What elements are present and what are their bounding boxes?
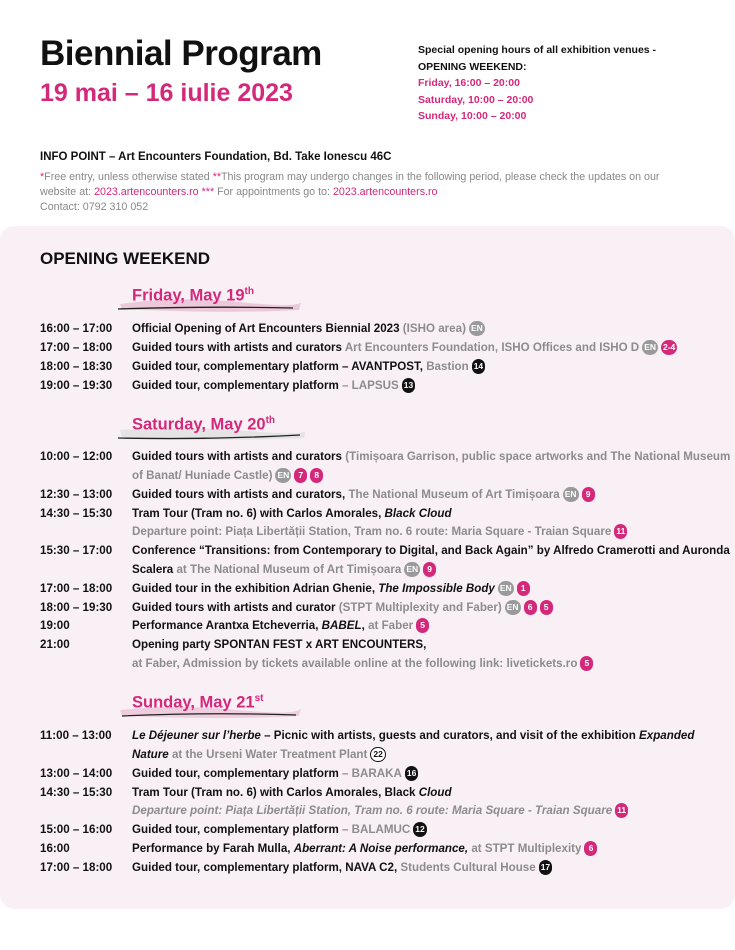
venue-number-badge: 7 — [294, 468, 307, 483]
event-time: 17:00 – 18:00 — [40, 861, 113, 874]
venue-number-badge: 13 — [402, 378, 415, 393]
language-badge: EN — [642, 340, 658, 355]
appointments-link[interactable]: 2023.artencounters.ro — [332, 186, 438, 198]
event-description — [132, 376, 732, 395]
event-description — [132, 783, 732, 802]
event-time: 12:30 – 13:00 — [40, 488, 113, 501]
venue-number-badge: 16 — [405, 766, 418, 781]
event-time: 16:00 — [40, 842, 70, 855]
event-text: – BALAMUC — [342, 823, 411, 836]
venue-number-badge: 5 — [540, 600, 553, 615]
event-text: (STPT Multiplexity and Faber) — [338, 601, 502, 614]
venue-number-badge: 6 — [584, 841, 597, 856]
event-text: Expanded Nature — [132, 729, 695, 761]
event-description — [132, 522, 732, 541]
sunday-hours: Sunday, 10:00 – 20:00 — [418, 110, 527, 122]
event-text: Guided tour, complementary platform — [132, 379, 343, 392]
event-time: 14:30 – 15:30 — [40, 507, 113, 520]
event-description — [132, 447, 732, 485]
event-text: at Faber — [368, 619, 414, 632]
section-title: OPENING WEEKEND — [40, 249, 211, 268]
event-text: Guided tours with artists and curators — [132, 341, 345, 354]
event-time: 17:00 – 18:00 — [40, 341, 113, 354]
event-description — [132, 579, 732, 598]
event-description — [132, 764, 732, 783]
event-time: 14:30 – 15:30 — [40, 786, 113, 799]
venue-number-badge: 6 — [524, 600, 537, 615]
opening-weekend-label: OPENING WEEKEND: — [418, 60, 527, 73]
venue-number-badge: 17 — [539, 860, 552, 875]
event-text: – Picnic with artists, guests and curators, and visit of the exhibition — [260, 729, 640, 742]
program-title: Biennial Program — [40, 34, 322, 73]
event-text: BABEL — [321, 619, 362, 632]
event-time: 10:00 – 12:00 — [40, 450, 113, 463]
event-time: 18:00 – 18:30 — [40, 360, 113, 373]
event-text: (Timișoara Garrison, public space artworks and The National Museum of Banat/ Huniade Castle) — [132, 450, 731, 482]
event-text: – LAPSUS — [342, 379, 399, 392]
contact-phone: Contact: 0792 310 052 — [40, 201, 149, 213]
opening-hours-title: Special opening hours of all exhibition venues - — [418, 44, 657, 56]
event-text: Guided tour, complementary platform — [132, 823, 343, 836]
event-text: Art Encounters Foundation, ISHO Offices and ISHO D — [344, 341, 640, 354]
program-dates: 19 mai – 16 iulie 2023 — [40, 79, 293, 107]
event-text: Guided tours with artists and curators — [132, 450, 346, 463]
event-text: Black Cloud — [384, 507, 452, 520]
event-text: Tram Tour (Tram no. 6) with Carlos Amorales, Black — [132, 786, 419, 799]
venue-number-badge: 8 — [310, 468, 323, 483]
day-heading-saturday: Saturday, May 20th — [132, 415, 276, 434]
note-appointments: For appointments go to: — [214, 186, 333, 198]
event-text: Opening party SPONTAN FEST x ART ENCOUNTERS, — [132, 638, 427, 651]
event-text: Performance Arantxa Etcheverria, — [132, 619, 322, 632]
venue-number-badge: 1 — [517, 581, 530, 596]
event-text: Conference “Transitions: from Contemporary to Digital, and Back Again” by Alfredo Cramerotti and Auronda Scalera — [132, 544, 730, 576]
event-description — [132, 338, 732, 357]
event-text: Performance by Farah Mulla, — [132, 842, 294, 855]
friday-hours: Friday, 16:00 – 20:00 — [418, 77, 520, 89]
day-heading-sunday: Sunday, May 21st — [132, 693, 264, 712]
event-description — [132, 319, 732, 338]
event-description — [132, 504, 732, 523]
event-text: The Impossible Body — [378, 582, 495, 595]
language-badge: EN — [404, 562, 420, 577]
opening-hours-block — [418, 42, 656, 125]
event-text: at STPT Multiplexity — [468, 842, 582, 855]
venue-number-badge: 22 — [370, 747, 385, 762]
event-text: at Faber, Admission by tickets available online at the following link: livetickets.ro — [132, 657, 578, 670]
venue-number-badge: 11 — [615, 803, 628, 818]
venue-number-badge: 5 — [580, 656, 593, 671]
event-text: Guided tour, complementary platform, NAVA C2, — [132, 861, 401, 874]
event-text: Guided tours with artists and curators, — [132, 488, 349, 501]
event-description — [132, 858, 732, 877]
event-description — [132, 635, 732, 654]
language-badge: EN — [498, 581, 514, 596]
event-time: 11:00 – 13:00 — [40, 729, 112, 742]
event-time: 16:00 – 17:00 — [40, 322, 113, 335]
event-text: – BARAKA — [342, 767, 402, 780]
event-time: 13:00 – 14:00 — [40, 767, 113, 780]
event-text: Bastion — [426, 360, 469, 373]
note-changes: This program may undergo changes in the following period, please check the updates on our website at: — [40, 171, 660, 198]
event-description — [132, 726, 732, 764]
event-description — [132, 801, 732, 820]
venue-number-badge: 2-4 — [661, 340, 677, 355]
event-description — [132, 820, 732, 839]
event-description — [132, 485, 732, 504]
event-text: Students Cultural House — [400, 861, 536, 874]
language-badge: EN — [563, 487, 579, 502]
event-text: Guided tour in the exhibition Adrian Ghenie, — [132, 582, 379, 595]
event-text: at The National Museum of Art Timișoara — [176, 563, 402, 576]
note-free-entry: Free entry, unless otherwise stated — [44, 171, 213, 183]
event-time: 21:00 — [40, 638, 70, 651]
event-text: Aberrant: A Noise performance, — [293, 842, 469, 855]
event-time: 15:30 – 17:00 — [40, 544, 113, 557]
info-point: INFO POINT – Art Encounters Foundation, Bd. Take Ionescu 46C — [40, 151, 392, 163]
event-text: Le Déjeuner sur l’herbe — [132, 729, 261, 742]
language-badge: EN — [275, 468, 291, 483]
saturday-hours: Saturday, 10:00 – 20:00 — [418, 93, 534, 106]
event-time: 19:00 — [40, 619, 70, 632]
event-text: Departure point: Piața Libertății Station, Tram no. 6 route: Maria Square - Traian Square — [132, 804, 613, 817]
venue-number-badge: 12 — [413, 822, 426, 837]
event-description — [132, 839, 732, 858]
event-description — [132, 616, 732, 635]
event-text: The National Museum of Art Timișoara — [348, 488, 560, 501]
day-heading-friday: Friday, May 19th — [132, 286, 254, 305]
event-description — [132, 598, 732, 617]
notes-block: *Free entry, unless otherwise stated **This program may undergo changes in the following period, please check the updates on our website at: 2023.artencounters.ro *** For appointments go to: 2023.artencounters.ro Contact: 0792 310 052 — [40, 171, 660, 213]
event-description — [132, 654, 732, 673]
event-time: 15:00 – 16:00 — [40, 823, 113, 836]
event-description — [132, 541, 732, 579]
event-time: 17:00 – 18:00 — [40, 582, 113, 595]
event-text: Departure point: Piața Libertății Station, Tram no. 6 route: Maria Square - Traian Square — [132, 525, 612, 538]
event-text: (ISHO area) — [402, 322, 466, 335]
website-link[interactable]: 2023.artencounters.ro — [94, 186, 199, 198]
language-badge: EN — [505, 600, 521, 615]
event-text: Tram Tour (Tram no. 6) with Carlos Amorales, — [132, 507, 385, 520]
event-text: at the Urseni Water Treatment Plant — [168, 748, 368, 761]
venue-number-badge: 11 — [614, 524, 627, 539]
event-text: Guided tour, complementary platform – AVANTPOST, — [132, 360, 427, 373]
event-description — [132, 357, 732, 376]
event-text: Cloud — [418, 786, 452, 799]
event-text: Guided tour, complementary platform — [132, 767, 343, 780]
event-time: 19:00 – 19:30 — [40, 379, 113, 392]
event-text: Guided tours with artists and curator — [132, 601, 339, 614]
event-time: 18:00 – 19:30 — [40, 601, 113, 614]
venue-number-badge: 9 — [423, 562, 436, 577]
venue-number-badge: 9 — [582, 487, 595, 502]
event-text: Official Opening of Art Encounters Biennial 2023 — [132, 322, 403, 335]
venue-number-badge: 14 — [472, 359, 485, 374]
venue-number-badge: 5 — [416, 618, 429, 633]
language-badge: EN — [469, 321, 485, 336]
event-text: , — [361, 619, 369, 632]
